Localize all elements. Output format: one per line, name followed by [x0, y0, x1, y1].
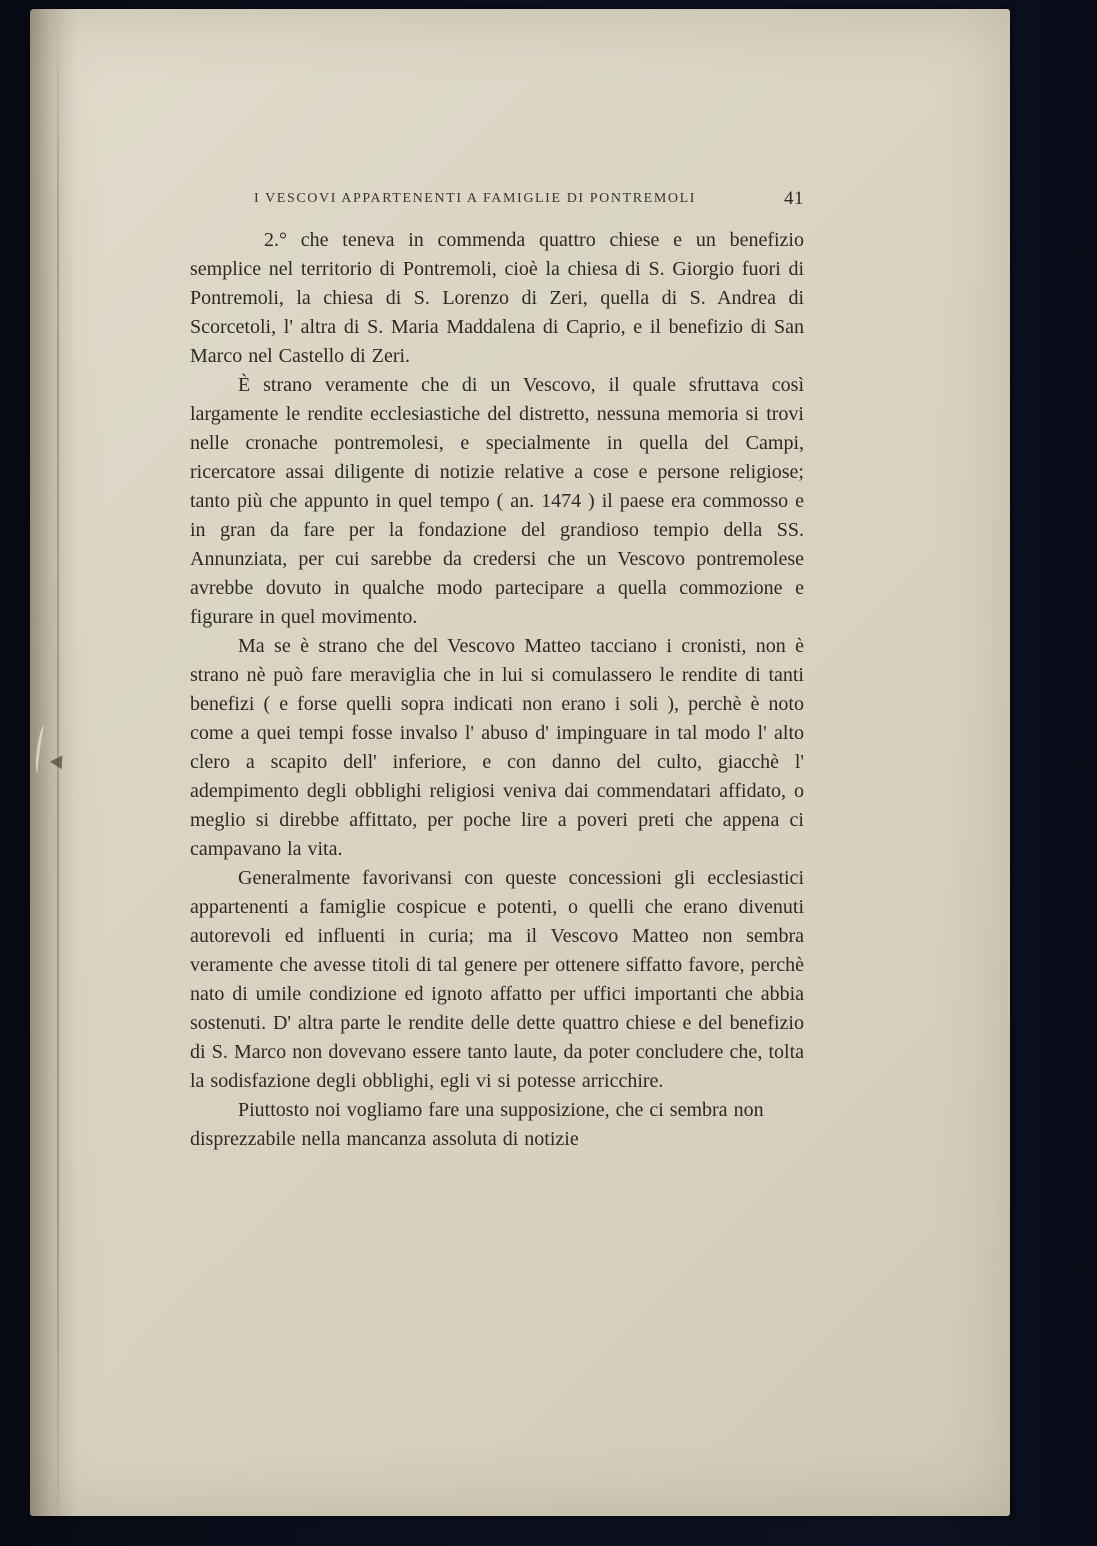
paragraph-3: Ma se è strano che del Vescovo Matteo tacciano i cronisti, non è strano nè può fare meraviglia che in lui si comulassero le rendite di tanti benefizi ( e forse quelli sopra indicati non erano i soli ), perchè è noto come a quei tempi fosse invalso l' abuso d' impinguare in tal modo l' alto clero a scapito dell' inferiore, e con danno del culto, giacchè l' adempimento degli obblighi religiosi veniva dai commendatari affidato, o meglio si direbbe affittato, per poche lire a poveri preti che appena ci campavano la vita.: [190, 635, 804, 860]
paragraph-4: Generalmente favorivansi con queste concessioni gli ecclesiastici appartenenti a famiglie cospicue e potenti, o quelli che erano divenuti autorevoli ed influenti in curia; ma il Vescovo Matteo non sembra veramente che avesse titoli di tal genere per ottenere siffatto favore, perchè nato di umile condizione ed ignoto affatto per uffici importanti che abbia sostenuti. D' altra parte le rendite delle dette quattro chiese e del benefizio di S. Marco non dovevano essere tanto laute, da poter concludere che, tolta la sodisfazione degli obblighi, egli vi si potesse arricchire.: [190, 867, 804, 1092]
paragraph-5: Piuttosto noi vogliamo fare una supposizione, che ci sembra non disprezzabile nella mancanza assoluta di notizie: [190, 1099, 764, 1150]
running-header: [190, 188, 804, 215]
paragraph-2: È strano veramente che di un Vescovo, il quale sfruttava così largamente le rendite ecclesiastiche del distretto, nessuna memoria si trovi nelle cronache pontremolesi, e specialmente in quella del Campi, ricercatore assai diligente di notizie relative a cose e persone religiose; tanto più che appunto in quel tempo ( an. 1474 ) il paese era commosso e in gran da fare per la fondazione del grandioso tempio della SS. Annunziata, per cui sarebbe da credersi che un Vescovo pontremolese avrebbe dovuto in qualche modo partecipare a quella commozione e figurare in quel movimento.: [190, 374, 804, 628]
running-title: I VESCOVI APPARTENENTI A FAMIGLIE DI PONTREMOLI: [253, 191, 696, 206]
paragraph-1: 2.° che teneva in commenda quattro chiese e un benefizio semplice nel territorio di Pontremoli, cioè la chiesa di S. Giorgio fuori di Pontremoli, la chiesa di S. Lorenzo di Zeri, quella di S. Andrea di Scorcetoli, l' altra di S. Maria Maddalena di Caprio, e il benefizio di San Marco nel Castello di Zeri.: [190, 229, 804, 367]
book-page: [30, 9, 1010, 1516]
page-number: 41: [784, 188, 804, 209]
text-column: [190, 9, 804, 1154]
edge-smudge: [50, 755, 63, 770]
